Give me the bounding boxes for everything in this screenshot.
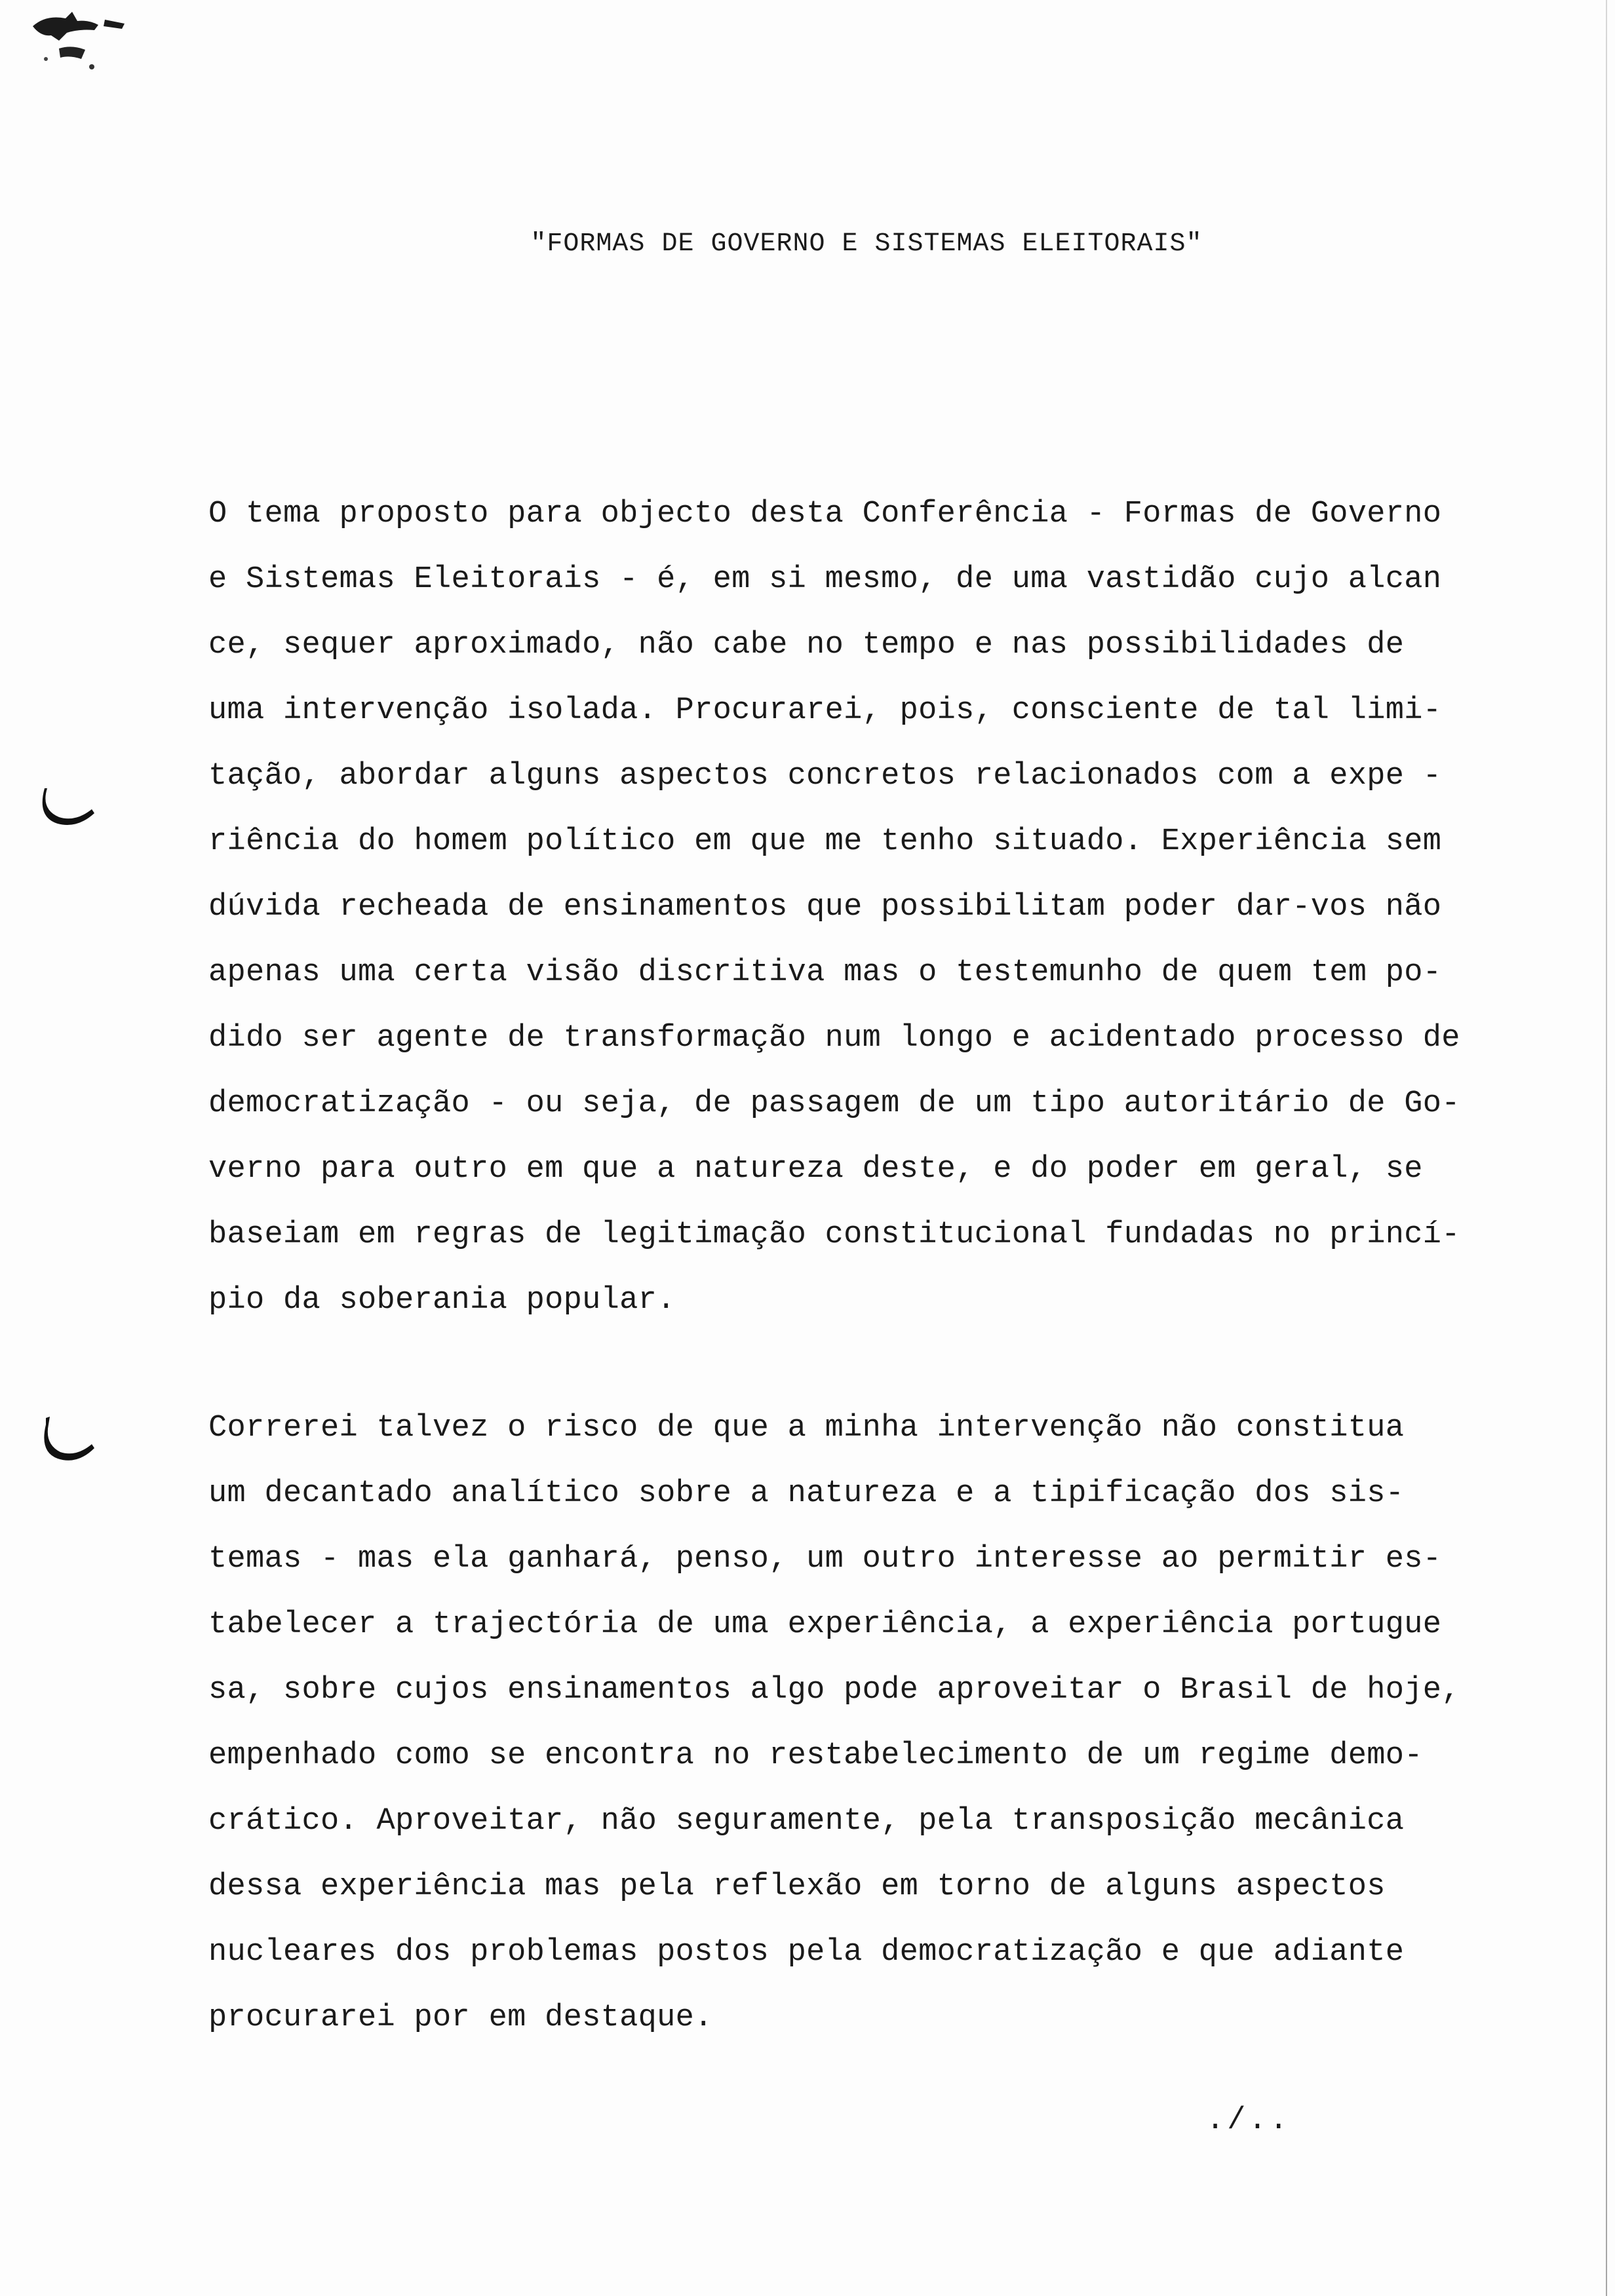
text-line: temas - mas ela ganhará, penso, um outro interesse ao permitir es-: [208, 1542, 1442, 1577]
text-line: democratização - ou seja, de passagem de um tipo autoritário de Go-: [208, 1086, 1460, 1121]
text-line: um decantado analítico sobre a natureza e a tipificação dos sis-: [208, 1476, 1405, 1511]
text-line: procurarei por em destaque.: [208, 2000, 713, 2035]
margin-bracket-icon: [39, 783, 98, 829]
continuation-mark: ./..: [1206, 2103, 1291, 2138]
text-line: baseiam em regras de legitimação constitucional fundadas no princí-: [208, 1217, 1460, 1252]
text-line: sa, sobre cujos ensinamentos algo pode aproveitar o Brasil de hoje,: [208, 1673, 1460, 1708]
text-line: tação, abordar alguns aspectos concretos relacionados com a expe -: [208, 759, 1442, 794]
text-line: dúvida recheada de ensinamentos que possibilitam poder dar-vos não: [208, 890, 1442, 925]
text-line: crático. Aproveitar, não seguramente, pela transposição mecânica: [208, 1804, 1405, 1839]
margin-bracket-icon: [39, 1415, 98, 1468]
text-line: dessa experiência mas pela reflexão em torno de alguns aspectos: [208, 1869, 1386, 1904]
text-line: tabelecer a trajectória de uma experiência, a experiência portugue: [208, 1607, 1442, 1642]
text-line: apenas uma certa visão discritiva mas o testemunho de quem tem po-: [208, 955, 1442, 990]
text-line: empenhado como se encontra no restabelecimento de um regime demo-: [208, 1738, 1423, 1773]
text-line: ce, sequer aproximado, não cabe no tempo e nas possibilidades de: [208, 628, 1405, 662]
paragraph-2: [208, 1396, 1559, 2051]
text-line: O tema proposto para objecto desta Conferência - Formas de Governo: [208, 497, 1442, 531]
text-line: pio da soberania popular.: [208, 1283, 676, 1318]
text-line: e Sistemas Eleitorais - é, em si mesmo, de uma vastidão cujo alcan: [208, 562, 1442, 597]
ink-smudge-icon: [26, 7, 138, 79]
text-line: uma intervenção isolada. Procurarei, pois, consciente de tal limi-: [208, 693, 1442, 728]
page-edge-shadow: [1606, 0, 1607, 2296]
text-line: dido ser agente de transformação num longo e acidentado processo de: [208, 1021, 1460, 1056]
document-title: "FORMAS DE GOVERNO E SISTEMAS ELEITORAIS": [530, 229, 1203, 259]
text-line: riência do homem político em que me tenho situado. Experiência sem: [208, 824, 1442, 859]
paragraph-1: [208, 482, 1559, 1333]
text-line: verno para outro em que a natureza deste, e do poder em geral, se: [208, 1152, 1423, 1187]
text-line: nucleares dos problemas postos pela democratização e que adiante: [208, 1935, 1405, 1970]
text-line: Correrei talvez o risco de que a minha intervenção não constitua: [208, 1411, 1405, 1445]
